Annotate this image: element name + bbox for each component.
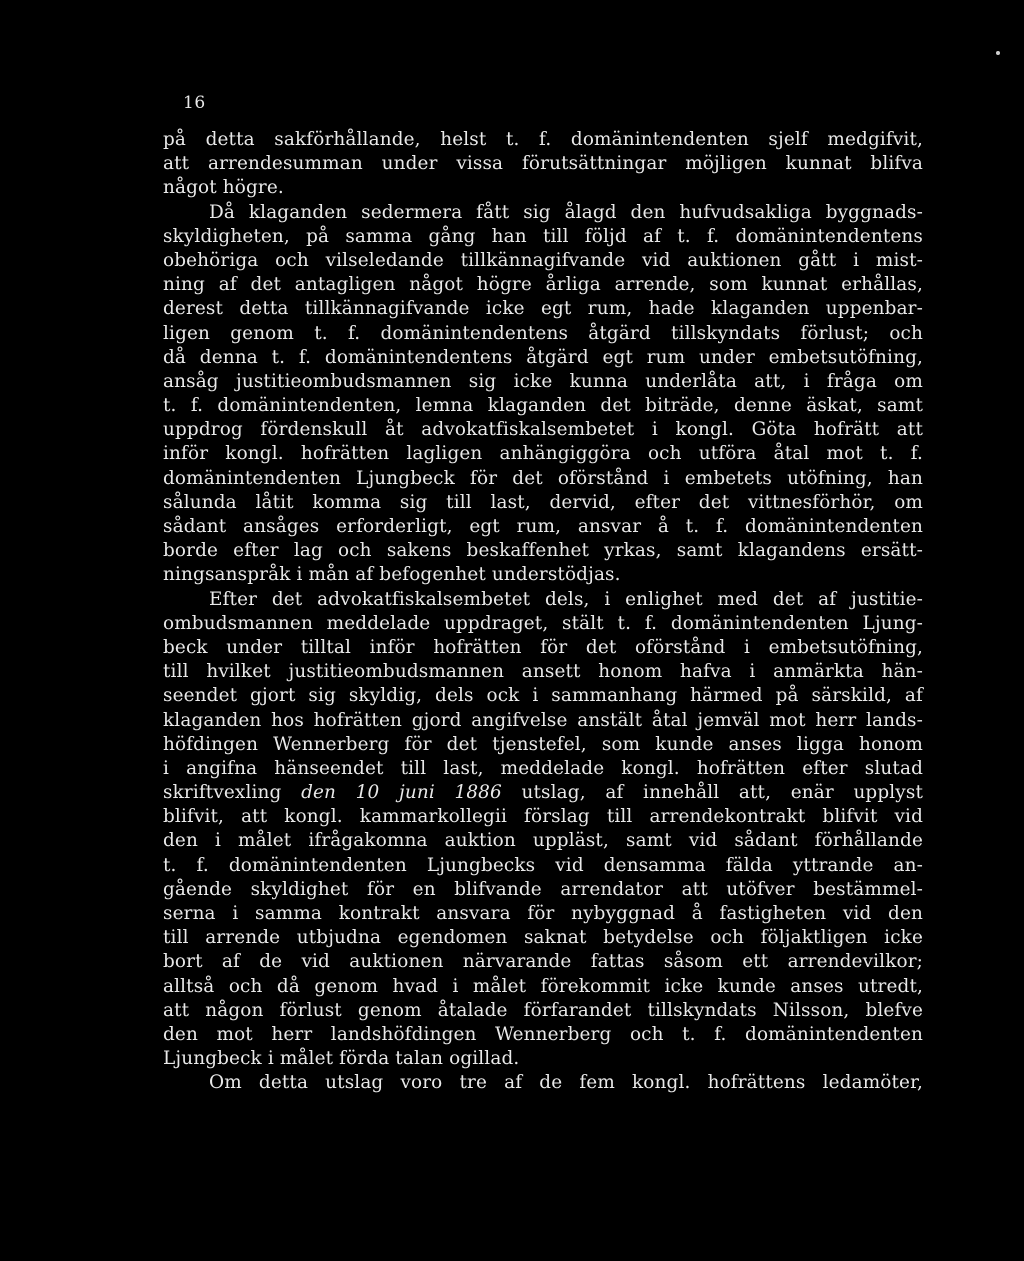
text-line: då denna t. f. domänintendentens åtgärd egt rum under embetsutöfning,: [163, 346, 923, 368]
text-line: på detta sakförhållande, helst t. f. domänintendenten sjelf medgifvit,: [163, 129, 923, 150]
text-line: derest detta tillkännagifvande icke egt rum, hade klaganden uppenbar-: [163, 298, 923, 320]
text-line-with-date: [163, 781, 923, 805]
italic-date: den 10 juni 1886: [301, 782, 502, 804]
text-line: ningsanspråk i mån af befogenhet understödjas.: [163, 564, 621, 586]
text-segment: skriftvexling: [163, 782, 302, 804]
text-line: att arrendesumman under vissa förutsättningar möjligen kunnat blifva: [163, 153, 923, 175]
text-line: den mot herr landshöfdingen Wennerberg och t. f. domänintendenten: [163, 1023, 923, 1045]
text-line: klaganden hos hofrätten gjord angifvelse anstält åtal jemväl mot herr lands-: [163, 709, 923, 731]
text-line: beck under tilltal inför hofrätten för det oförstånd i embetsutöfning,: [163, 636, 923, 658]
text-segment: utslag, af innehåll att, enär upplyst: [501, 782, 923, 804]
page-number: 16: [183, 93, 206, 113]
text-line: sådant ansåges erforderligt, egt rum, ansvar å t. f. domänintendenten: [163, 516, 923, 537]
text-line: blifvit, att kongl. kammarkollegii förslag till arrendekontrakt blifvit vid: [163, 806, 923, 828]
text-line: bort af de vid auktionen närvarande fattas såsom ett arrendevilkor;: [163, 951, 923, 973]
text-line: alltså och då genom hvad i målet förekommit icke kunde anses utredt,: [163, 975, 923, 997]
body-text: [163, 128, 923, 1096]
scan-speck: [996, 51, 1000, 55]
text-line: något högre.: [163, 177, 284, 199]
text-line: t. f. domänintendenten, lemna klaganden det biträde, denne äskat, samt: [163, 395, 923, 417]
text-line: domänintendenten Ljungbeck för det oförstånd i embetets utöfning, han: [163, 467, 923, 489]
text-line: t. f. domänintendenten Ljungbecks vid densamma fälda yttrande an-: [163, 854, 923, 876]
text-line: den i målet ifrågakomna auktion uppläst, samt vid sådant förhållande: [163, 830, 923, 852]
text-line: ning af det antagligen något högre årliga arrende, som kunnat erhållas,: [163, 274, 923, 296]
text-line: i angifna hänseendet till last, meddelade kongl. hofrätten efter slutad: [163, 757, 923, 779]
text-line: Då klaganden sedermera fått sig ålagd den hufvudsakliga byggnads-: [209, 201, 923, 223]
text-line: seendet gjort sig skyldig, dels ock i sammanhang härmed på särskild, af: [163, 685, 923, 707]
text-line: Efter det advokatfiskalsembetet dels, i enlighet med det af justitie-: [209, 588, 923, 610]
text-line: sålunda låtit komma sig till last, dervid, efter det vittnesförhör, om: [163, 491, 923, 513]
text-line: höfdingen Wennerberg för det tjenstefel, som kunde anses ligga honom: [163, 733, 923, 755]
text-line: gående skyldighet för en blifvande arrendator att utöfver bestämmel-: [163, 878, 923, 900]
text-line: inför kongl. hofrätten lagligen anhängiggöra och utföra åtal mot t. f.: [163, 443, 923, 465]
text-line: till hvilket justitieombudsmannen ansett honom hafva i anmärkta hän-: [163, 661, 923, 683]
text-line: Om detta utslag voro tre af de fem kongl. hofrättens ledamöter,: [209, 1072, 923, 1094]
text-line: ansåg justitieombudsmannen sig icke kunna underlåta att, i fråga om: [163, 370, 923, 392]
text-line: skyldigheten, på samma gång han till följd af t. f. domänintendentens: [163, 225, 923, 247]
text-line: ligen genom t. f. domänintendentens åtgärd tillskyndats förlust; och: [163, 322, 923, 344]
text-line: att någon förlust genom åtalade förfarandet tillskyndats Nilsson, blefve: [163, 999, 923, 1021]
text-line: uppdrog fördenskull åt advokatfiskalsembetet i kongl. Göta hofrätt att: [163, 419, 923, 441]
text-line: obehöriga och vilseledande tillkännagifvande vid auktionen gått i mist-: [163, 249, 923, 271]
text-line: serna i samma kontrakt ansvara för nybyggnad å fastigheten vid den: [163, 903, 923, 924]
text-line: ombudsmannen meddelade uppdraget, stält t. f. domänintendenten Ljung-: [163, 612, 923, 634]
text-line: till arrende utbjudna egendomen saknat betydelse och följaktligen icke: [163, 927, 923, 949]
text-line: borde efter lag och sakens beskaffenhet yrkas, samt klagandens ersätt-: [163, 540, 923, 562]
text-line: Ljungbeck i målet förda talan ogillad.: [163, 1048, 520, 1070]
